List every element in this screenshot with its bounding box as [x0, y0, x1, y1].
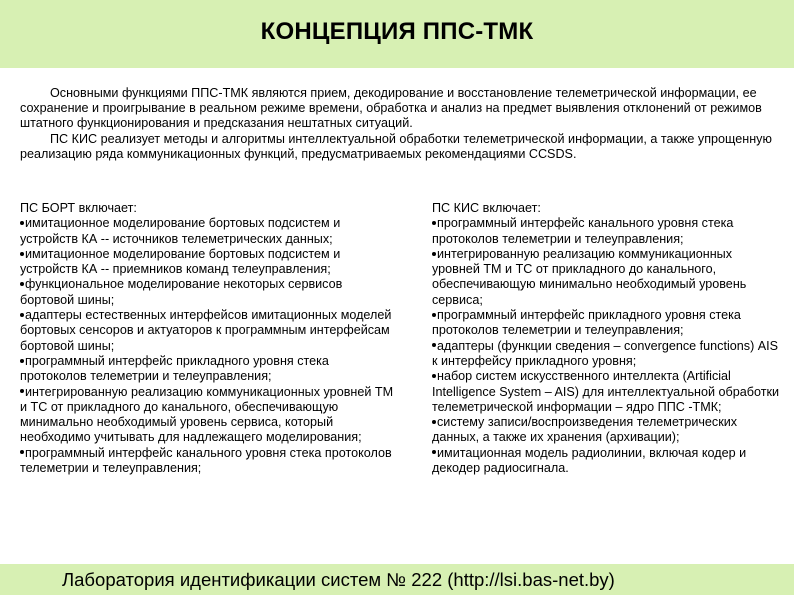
list-item-text: программный интерфейс прикладного уровня стека протоколов телеметрии и телеуправления; — [20, 353, 329, 384]
list-item — [432, 308, 780, 339]
list-item — [432, 216, 780, 247]
bullet-icon — [20, 221, 24, 225]
bullet-icon — [20, 389, 24, 393]
list-item — [20, 308, 395, 354]
right-column — [432, 201, 780, 476]
list-item-text: имитационная модель радиолинии, включая кодер и декодер радиосигнала. — [432, 445, 747, 476]
list-item — [20, 385, 395, 446]
list-item — [20, 277, 395, 308]
bullet-icon — [20, 252, 24, 256]
bullet-icon — [432, 313, 436, 317]
footer-text: Лаборатория идентификации систем № 222 (http://lsi.bas-net.by) — [62, 569, 615, 590]
list-item-text: интегрированную реализацию коммуникационных уровней ТМ и ТС от прикладного до канального, обеспечивающую минимально необходимый уровень сервиса; — [432, 246, 747, 307]
list-item — [432, 339, 780, 370]
list-item — [20, 446, 395, 477]
bullet-icon — [20, 282, 24, 286]
bullet-icon — [432, 221, 436, 225]
slide-title: КОНЦЕПЦИЯ ППС-ТМК — [260, 18, 534, 45]
left-heading: ПС БОРТ включает: — [20, 201, 137, 215]
right-heading: ПС КИС включает: — [432, 201, 541, 215]
bullet-icon — [432, 252, 436, 256]
intro-paragraph-2: ПС КИС реализует методы и алгоритмы интеллектуальной обработки телеметрической информации, а также упрощенную реализацию ряда коммуникационных функций, предусматриваемых рекомендациями CCSDS. — [20, 131, 772, 161]
list-item-text: адаптеры естественных интерфейсов имитационных моделей бортовых сенсоров и актуаторов к программным интерфейсам бортовой шины; — [20, 308, 392, 353]
list-item-text: интегрированную реализацию коммуникационных уровней ТМ и ТС от прикладного до канального, обеспечивающую минимально необходимый уровень сервиса, который необходимо учитывать для надлежащего моделирования; — [20, 384, 394, 445]
list-item-text: функциональное моделирование некоторых сервисов бортовой шины; — [20, 277, 343, 307]
list-item — [20, 216, 395, 247]
list-item-text: программный интерфейс канального уровня стека протоколов телеметрии и телеуправления; — [432, 216, 734, 246]
list-item-text: программный интерфейс прикладного уровня стека протоколов телеметрии и телеуправления; — [432, 308, 741, 338]
left-column — [20, 201, 395, 476]
list-item — [20, 247, 395, 278]
bullet-icon — [432, 450, 436, 454]
list-item-text: адаптеры (функции сведения – convergence functions) AIS к интерфейсу прикладного уровня; — [432, 338, 779, 368]
list-item-text: систему записи/воспроизведения телеметрических данных, а также их хранения (архивации); — [432, 415, 738, 445]
intro-paragraph-1: Основными функциями ППС-ТМК являются прием, декодирование и восстановление телеметрической информации, ее сохранение и проигрывание в реальном режиме времени, обработка и анализ на предмет выявления отклонений от режимов штатного функционирования и предсказания нештатных ситуаций. — [20, 86, 762, 131]
list-item-text: набор систем искусственного интеллекта (Artificial Intelligence System – AIS) для интеллектуальной обработки телеметрической информации – ядро ППС -ТМК; — [432, 369, 780, 414]
list-item — [20, 354, 395, 385]
bullet-icon — [432, 420, 436, 424]
list-item-text: имитационное моделирование бортовых подсистем и устройств КА -- источников телеметрических данных; — [20, 216, 341, 246]
list-item — [432, 247, 780, 308]
bullet-icon — [20, 313, 24, 317]
list-item — [432, 369, 780, 415]
list-item-text: имитационное моделирование бортовых подсистем и устройств КА -- приемников команд телеуправления; — [20, 246, 341, 277]
bullet-icon — [20, 359, 24, 363]
list-item — [432, 446, 780, 477]
bullet-icon — [432, 343, 436, 347]
list-item-text: программный интерфейс канального уровня стека протоколов телеметрии и телеуправления; — [20, 445, 392, 476]
bullet-icon — [432, 374, 436, 378]
bullet-icon — [20, 450, 24, 454]
intro-text — [20, 86, 778, 162]
list-item — [432, 415, 780, 446]
